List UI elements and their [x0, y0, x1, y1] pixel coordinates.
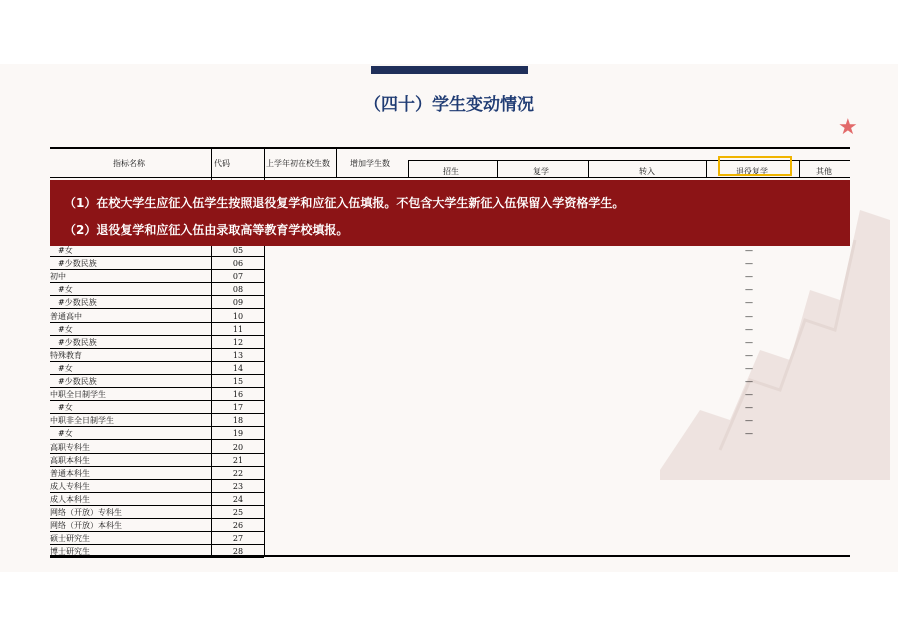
- row-code: 16: [232, 390, 244, 400]
- note-line-1: （1）在校大学生应征入伍学生按照退役复学和应征入伍填报。不包含大学生新征入伍保留入学资格学生。: [64, 196, 625, 210]
- row-label: #女: [58, 246, 73, 255]
- row-label: 硕士研究生: [50, 534, 90, 544]
- row-code: 12: [232, 337, 244, 347]
- row-label: #女: [58, 363, 73, 373]
- row-code: 17: [232, 403, 244, 413]
- col-divider: [799, 160, 800, 178]
- row-label: 高职专科生: [50, 442, 90, 452]
- row-dash: —: [745, 298, 753, 308]
- row-dash: —: [745, 311, 753, 321]
- header-veteran-resume: 退役复学: [736, 167, 768, 176]
- row-label: 网络（开放）专科生: [50, 508, 122, 517]
- header-resume: 复学: [533, 167, 549, 176]
- row-code: 15: [232, 377, 244, 386]
- row-label: #女: [58, 285, 73, 295]
- row-dash: —: [745, 350, 753, 360]
- row-label: #少数民族: [58, 377, 97, 386]
- row-dash: —: [745, 337, 753, 347]
- header-initial: 上学年初在校生数: [266, 159, 330, 168]
- header-other: 其他: [816, 167, 832, 176]
- row-code: 09: [232, 298, 244, 308]
- note-banner: [50, 180, 850, 246]
- header-indicator: 指标名称: [113, 159, 145, 168]
- row-code: 20: [232, 442, 244, 452]
- row-label: 中职全日制学生: [50, 390, 106, 400]
- row-dash: —: [745, 246, 753, 255]
- row-label: #少数民族: [58, 298, 97, 308]
- row-rule: [50, 557, 264, 558]
- row-label: 成人专科生: [50, 481, 90, 491]
- row-code: 06: [232, 259, 244, 269]
- note-line-2: （2）退役复学和应征入伍由录取高等教育学校填报。: [64, 223, 349, 237]
- table-top-rule: [50, 147, 850, 149]
- col-divider: [588, 160, 589, 178]
- row-code: 13: [232, 350, 244, 360]
- row-label: 普通高中: [50, 311, 82, 321]
- header-increase: 增加学生数: [350, 159, 390, 168]
- col-divider: [497, 160, 498, 178]
- row-code: 11: [232, 324, 244, 334]
- row-label: 普通本科生: [50, 468, 90, 478]
- row-dash: —: [745, 285, 753, 295]
- row-label: 初中: [50, 272, 66, 282]
- row-code: 07: [232, 272, 244, 282]
- row-code: 27: [232, 534, 244, 544]
- row-dash: —: [745, 324, 753, 334]
- row-dash: —: [745, 416, 753, 426]
- row-label: 中职非全日制学生: [50, 416, 114, 426]
- col-divider: [706, 160, 707, 178]
- row-code: 14: [232, 363, 244, 373]
- page-title: （四十）学生变动情况: [364, 95, 534, 115]
- header-code: 代码: [214, 159, 230, 168]
- row-code: 08: [232, 285, 244, 295]
- header-enroll: 招生: [443, 167, 459, 176]
- top-margin: [0, 0, 898, 64]
- row-code: 21: [232, 455, 244, 465]
- col-divider: [336, 147, 337, 178]
- row-code: 19: [232, 429, 244, 439]
- row-label: 网络（开放）本科生: [50, 521, 122, 531]
- row-label: #少数民族: [58, 259, 97, 269]
- col-divider: [408, 160, 409, 178]
- row-dash: —: [745, 390, 753, 400]
- row-label: #女: [58, 403, 73, 413]
- row-dash: —: [745, 363, 753, 373]
- row-code: 25: [232, 508, 244, 517]
- row-code: 05: [232, 246, 244, 255]
- row-dash: —: [745, 429, 753, 439]
- title-accent-bar: [371, 66, 528, 74]
- row-code: 18: [232, 416, 244, 426]
- row-dash: —: [745, 403, 753, 413]
- row-dash: —: [745, 272, 753, 282]
- bottom-margin: [0, 572, 898, 635]
- header-bottom-rule: [50, 177, 850, 178]
- row-label: 成人本科生: [50, 494, 90, 504]
- row-label: 特殊教育: [50, 350, 82, 360]
- row-dash: —: [745, 259, 753, 269]
- star-icon: ★: [838, 115, 858, 140]
- row-label: 高职本科生: [50, 455, 90, 465]
- header-transfer-in: 转入: [639, 167, 655, 176]
- row-label: #女: [58, 429, 73, 439]
- row-label: #女: [58, 324, 73, 334]
- row-code: 24: [232, 494, 244, 504]
- row-code: 28: [232, 547, 244, 557]
- row-code: 23: [232, 481, 244, 491]
- highlight-box: [718, 156, 792, 176]
- row-code: 26: [232, 521, 244, 531]
- row-label: #少数民族: [58, 337, 97, 347]
- row-dash: —: [745, 377, 753, 386]
- row-code: 22: [232, 468, 244, 478]
- row-label: 博士研究生: [50, 547, 90, 557]
- row-code: 10: [232, 311, 244, 321]
